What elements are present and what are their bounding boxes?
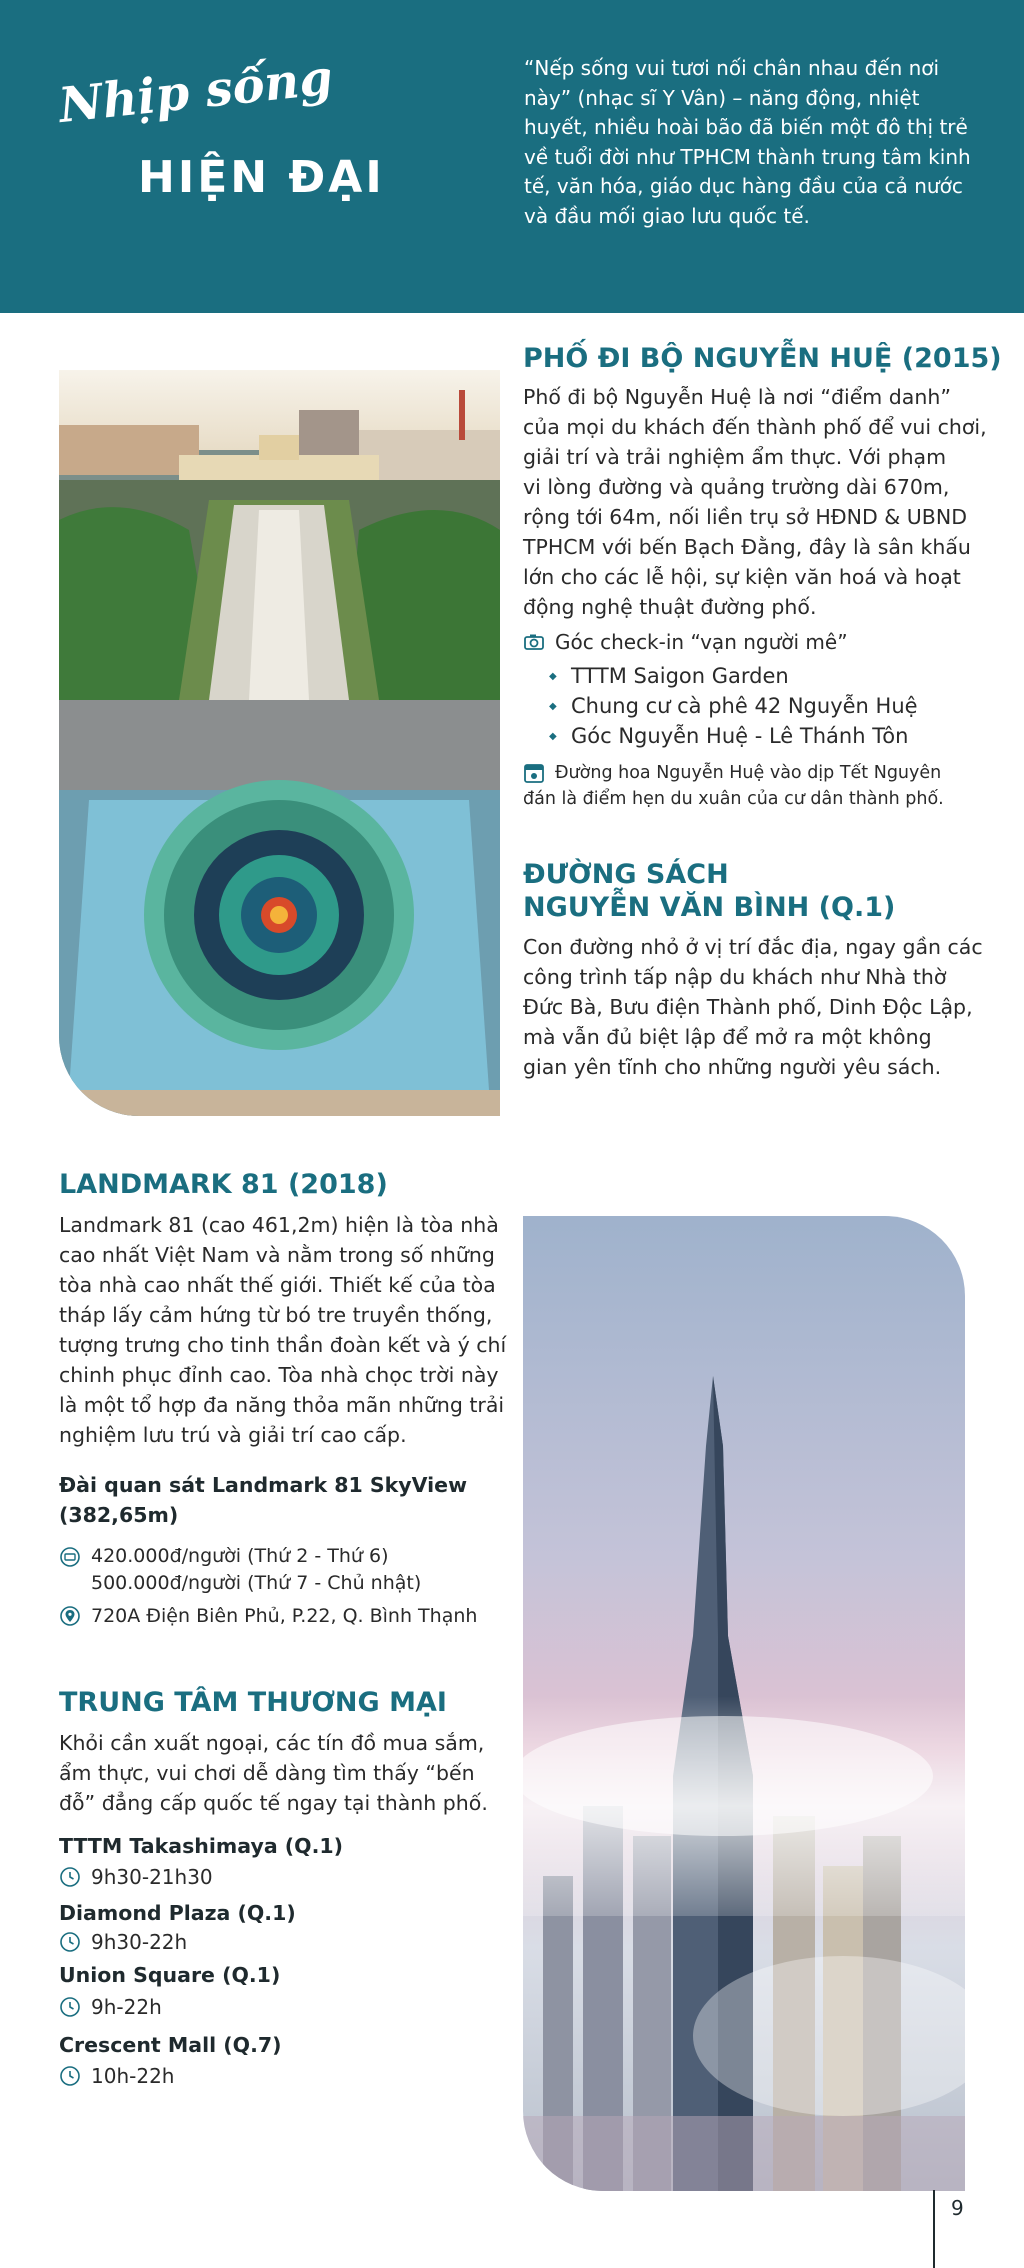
- note-line: đán là điểm hẹn du xuân của cư dân thành phố.: [523, 789, 944, 809]
- landmark-address: [59, 1602, 477, 1630]
- clock-icon: [59, 1996, 81, 2018]
- skyview-price: [59, 1543, 421, 1597]
- duong-sach-title-line: ĐƯỜNG SÁCH: [523, 859, 729, 890]
- price-text: [91, 1543, 421, 1597]
- mall-hours: [59, 1863, 213, 1891]
- mall-name: Diamond Plaza (Q.1): [59, 1901, 296, 1925]
- duong-sach-description: [523, 932, 983, 1082]
- malls-line: Khỏi cần xuất ngoại, các tín đồ mua sắm,: [59, 1731, 485, 1755]
- price-weekend: 500.000đ/người (Thứ 7 - Chủ nhật): [91, 1572, 422, 1594]
- page-number-rule: [933, 2190, 935, 2268]
- page-number: 9: [951, 2196, 964, 2220]
- mall-hours-text: 9h30-21h30: [91, 1865, 213, 1889]
- header-banner: [0, 0, 1024, 313]
- intro-paragraph: “Nếp sống vui tươi nối chân nhau đến nơi này” (nhạc sĩ Y Vân) – năng động, nhiệt huyết, nhiều hoài bão đã biến một đô thị trẻ về tuổi đời như TPHCM thành trung tâm kinh tế, văn hóa, giáo dục hàng đầu của cả nước và đầu mối giao lưu quốc tế.: [524, 56, 971, 228]
- duong-sach-line: công trình tấp nập du khách như Nhà thờ: [523, 965, 947, 989]
- landmark-line: nghiệm lưu trú và giải trí cao cấp.: [59, 1423, 407, 1447]
- skyview-heading: [59, 1470, 467, 1530]
- mall-name: Union Square (Q.1): [59, 1963, 281, 1987]
- note-text: [523, 760, 944, 812]
- malls-title: TRUNG TÂM THƯƠNG MẠI: [59, 1687, 447, 1718]
- mall-hours: [59, 1993, 162, 2021]
- calendar-icon: [523, 762, 545, 784]
- nguyen-hue-line: vi lòng đường và quảng trường dài 670m,: [523, 475, 950, 499]
- nguyen-hue-line: lớn cho các lễ hội, sự kiện văn hoá và hoạt: [523, 565, 961, 589]
- landmark-title: LANDMARK 81 (2018): [59, 1169, 388, 1200]
- duong-sach-line: Đức Bà, Bưu điện Thành phố, Dinh Độc Lập,: [523, 995, 973, 1019]
- landmark-line: cao nhất Việt Nam và nằm trong số những: [59, 1243, 495, 1267]
- duong-sach-title: [523, 858, 895, 924]
- skyview-heading-line: (382,65m): [59, 1503, 179, 1527]
- duong-sach-line: gian yên tĩnh cho những người yêu sách.: [523, 1055, 942, 1079]
- landmark-line: tượng trưng cho tinh thần đoàn kết và ý chí: [59, 1333, 507, 1357]
- mall-hours: [59, 1928, 187, 1956]
- checkin-item: ◆ Chung cư cà phê 42 Nguyễn Huệ: [571, 691, 918, 721]
- duong-sach-line: Con đường nhỏ ở vị trí đắc địa, ngay gần các: [523, 935, 983, 959]
- price-weekday: 420.000đ/người (Thứ 2 - Thứ 6): [91, 1545, 389, 1567]
- checkin-heading: [523, 628, 848, 656]
- clock-icon: [59, 2065, 81, 2087]
- malls-line: ẩm thực, vui chơi dễ dàng tìm thấy “bến: [59, 1761, 475, 1785]
- nguyen-hue-note: [523, 760, 944, 812]
- script-title: Nhịp sống: [56, 49, 336, 134]
- nguyen-hue-photo: [59, 370, 500, 1116]
- mall-hours-text: 10h-22h: [91, 2064, 175, 2088]
- duong-sach-title-line: NGUYỄN VĂN BÌNH (Q.1): [523, 892, 896, 923]
- landmark-description: [59, 1210, 506, 1450]
- nguyen-hue-line: của mọi du khách đến thành phố để vui chơi,: [523, 415, 987, 439]
- address-text: 720A Điện Biên Phủ, P.22, Q. Bình Thạnh: [91, 1605, 478, 1627]
- mall-name: TTTM Takashimaya (Q.1): [59, 1834, 344, 1858]
- nguyen-hue-line: TPHCM với bến Bạch Đằng, đây là sân khấu: [523, 535, 971, 559]
- malls-line: đỗ” đẳng cấp quốc tế ngay tại thành phố.: [59, 1791, 488, 1815]
- camera-icon: [523, 631, 545, 653]
- clock-icon: [59, 1931, 81, 1953]
- nguyen-hue-line: giải trí và trải nghiệm ẩm thực. Với phạm: [523, 445, 947, 469]
- nguyen-hue-title: PHỐ ĐI BỘ NGUYỄN HUỆ (2015): [523, 343, 1002, 374]
- landmark-line: tòa nhà cao nhất thế giới. Thiết kế của tòa: [59, 1273, 496, 1297]
- landmark-line: là một tổ hợp đa năng thỏa mãn những trải: [59, 1393, 505, 1417]
- malls-description: [59, 1728, 488, 1818]
- mall-hours-text: 9h30-22h: [91, 1930, 188, 1954]
- nguyen-hue-line: Phố đi bộ Nguyễn Huệ là nơi “điểm danh”: [523, 385, 951, 409]
- main-title: HIỆN ĐẠI: [138, 152, 385, 203]
- nguyen-hue-line: rộng tới 64m, nối liền trụ sở HĐND & UBND: [523, 505, 967, 529]
- note-line: Đường hoa Nguyễn Huệ vào dịp Tết Nguyên: [555, 763, 942, 783]
- mall-hours-text: 9h-22h: [91, 1995, 162, 2019]
- landmark-81-photo: [523, 1216, 965, 2191]
- checkin-item: ◆ TTTM Saigon Garden: [571, 661, 789, 691]
- clock-icon: [59, 1866, 81, 1888]
- duong-sach-line: mà vẫn đủ biệt lập để mở ra một không: [523, 1025, 932, 1049]
- landmark-line: Landmark 81 (cao 461,2m) hiện là tòa nhà: [59, 1213, 499, 1237]
- mall-hours: [59, 2062, 174, 2090]
- landmark-line: chinh phục đỉnh cao. Tòa nhà chọc trời này: [59, 1363, 499, 1387]
- checkin-label: Góc check-in “vạn người mê”: [555, 630, 848, 654]
- skyview-heading-line: Đài quan sát Landmark 81 SkyView: [59, 1473, 468, 1497]
- mall-name: Crescent Mall (Q.7): [59, 2033, 282, 2057]
- landmark-line: tháp lấy cảm hứng từ bó tre truyền thống,: [59, 1303, 493, 1327]
- location-pin-icon: [59, 1605, 81, 1627]
- checkin-item: ◆ Góc Nguyễn Huệ - Lê Thánh Tôn: [571, 721, 908, 751]
- nguyen-hue-description: [523, 382, 987, 622]
- nguyen-hue-line: động nghệ thuật đường phố.: [523, 595, 817, 619]
- ticket-icon: [59, 1546, 81, 1568]
